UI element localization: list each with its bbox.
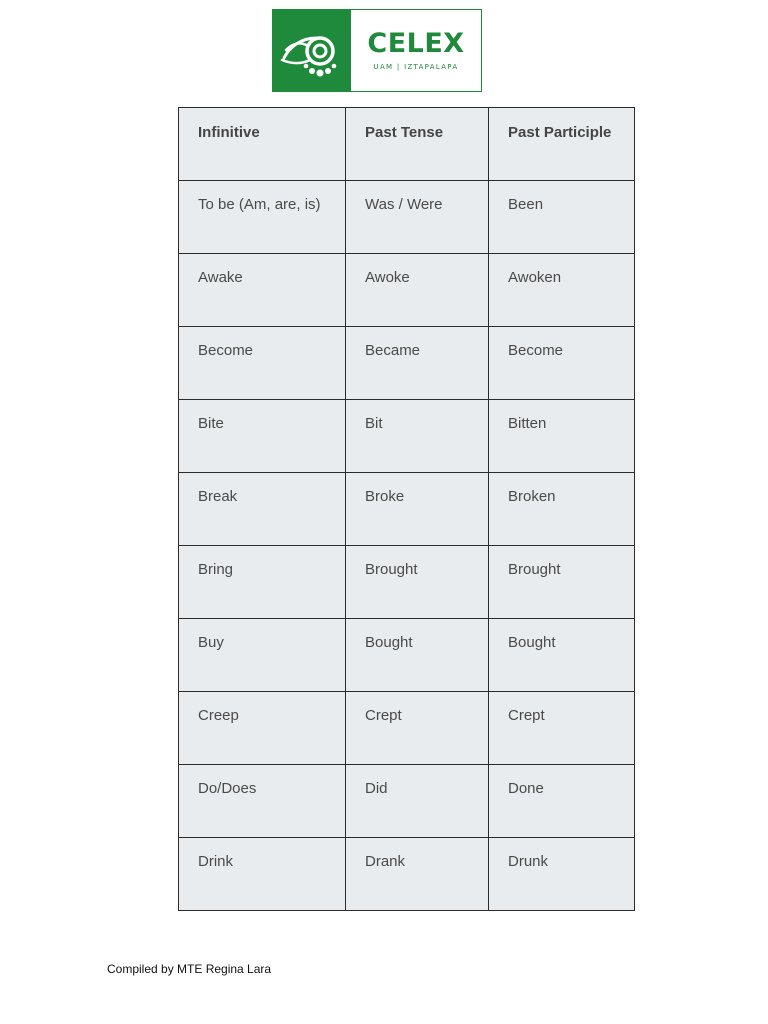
table-row	[179, 400, 635, 473]
table-cell: Creep	[179, 692, 346, 765]
table-cell: Broken	[489, 473, 635, 546]
table-cell: Awoken	[489, 254, 635, 327]
table-row	[179, 838, 635, 911]
celex-logo	[272, 9, 482, 92]
table-cell: Bit	[346, 400, 489, 473]
table-cell: Break	[179, 473, 346, 546]
table-row	[179, 327, 635, 400]
table-row	[179, 254, 635, 327]
table-cell: Do/Does	[179, 765, 346, 838]
table-cell: Been	[489, 181, 635, 254]
table-row	[179, 473, 635, 546]
table-cell: Awake	[179, 254, 346, 327]
table-row	[179, 692, 635, 765]
table-cell: Become	[179, 327, 346, 400]
table-cell: Drank	[346, 838, 489, 911]
table-cell: Done	[489, 765, 635, 838]
table-row	[179, 619, 635, 692]
table-cell: Was / Were	[346, 181, 489, 254]
logo-wordmark	[350, 9, 482, 92]
table-cell: Broke	[346, 473, 489, 546]
table-cell: Drink	[179, 838, 346, 911]
table-row	[179, 546, 635, 619]
table-cell: Brought	[489, 546, 635, 619]
table-cell: Did	[346, 765, 489, 838]
logo-subtitle: UAM | IZTAPALAPA	[373, 63, 459, 71]
footer-credit: Compiled by MTE Regina Lara	[107, 962, 272, 976]
table-row	[179, 765, 635, 838]
table-cell: Bring	[179, 546, 346, 619]
table-cell: Bought	[489, 619, 635, 692]
table-cell: Bite	[179, 400, 346, 473]
table-cell: Drunk	[489, 838, 635, 911]
table-row	[179, 181, 635, 254]
table-cell: Crept	[346, 692, 489, 765]
column-header-infinitive: Infinitive	[179, 108, 346, 181]
table-cell: Became	[346, 327, 489, 400]
logo-title: CELEX	[367, 28, 465, 59]
table-cell: Bought	[346, 619, 489, 692]
logo-mark	[272, 9, 350, 92]
table-cell: Buy	[179, 619, 346, 692]
table-cell: Brought	[346, 546, 489, 619]
table-cell: Awoke	[346, 254, 489, 327]
irregular-verbs-table	[178, 107, 635, 911]
table-header-row	[179, 108, 635, 181]
table-cell: Become	[489, 327, 635, 400]
spiral-glyph-icon	[276, 16, 346, 86]
column-header-past-tense: Past Tense	[346, 108, 489, 181]
table-cell: Crept	[489, 692, 635, 765]
column-header-past-participle: Past Participle	[489, 108, 635, 181]
table-cell: Bitten	[489, 400, 635, 473]
table-cell: To be (Am, are, is)	[179, 181, 346, 254]
